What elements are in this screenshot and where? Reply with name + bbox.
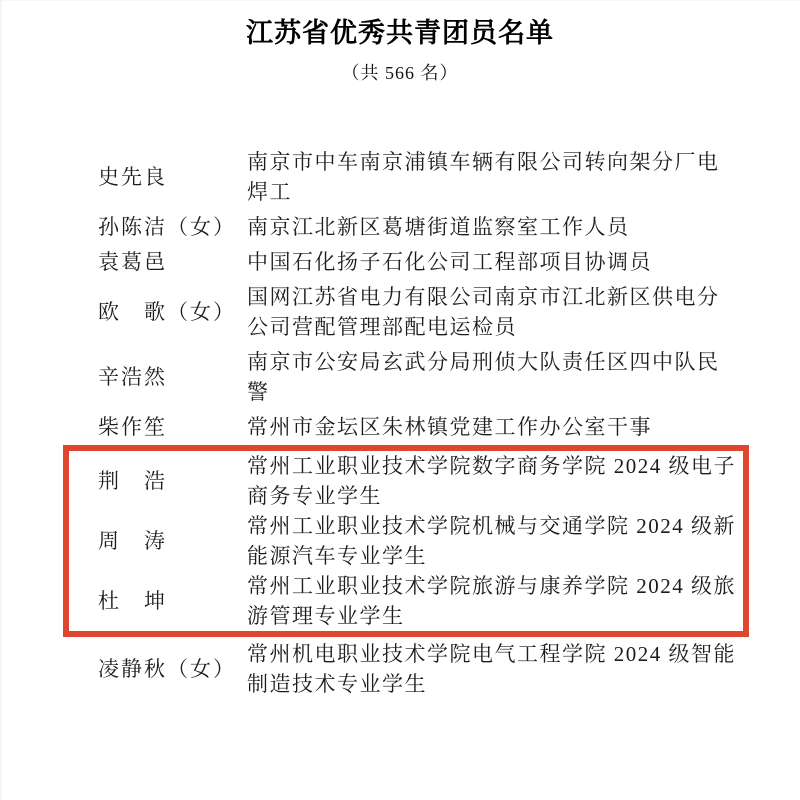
list-entry bbox=[98, 451, 743, 511]
entry-name: 辛浩然 bbox=[98, 365, 167, 389]
entry-description bbox=[247, 639, 736, 699]
entry-name: 柴作笙 bbox=[98, 415, 167, 439]
description-line: 常州工业职业技术学院机械与交通学院 2024 级新 bbox=[247, 514, 736, 538]
description-line: 中国石化扬子石化公司工程部项目协调员 bbox=[247, 250, 652, 274]
entry-description bbox=[247, 247, 733, 277]
entry-list bbox=[98, 147, 800, 699]
description-line: 常州工业职业技术学院数字商务学院 2024 级电子 bbox=[247, 454, 736, 478]
list-entry bbox=[98, 247, 800, 277]
description-line: 商务专业学生 bbox=[247, 484, 382, 508]
description-line: 常州市金坛区朱林镇党建工作办公室干事 bbox=[247, 415, 652, 439]
description-line: 南京江北新区葛塘街道监察室工作人员 bbox=[247, 215, 630, 239]
list-entry bbox=[98, 511, 743, 571]
entry-description bbox=[247, 147, 733, 207]
entry-name: 荆 浩 bbox=[98, 469, 167, 493]
entry-description bbox=[247, 451, 736, 511]
list-entry bbox=[98, 347, 800, 407]
description-line: 公司营配管理部配电运检员 bbox=[247, 315, 517, 339]
list-entry bbox=[98, 412, 800, 442]
description-line: 游管理专业学生 bbox=[247, 604, 405, 628]
description-line: 制造技术专业学生 bbox=[247, 672, 427, 696]
entry-name: 史先良 bbox=[98, 165, 167, 189]
entry-description bbox=[247, 212, 733, 242]
description-line: 能源汽车专业学生 bbox=[247, 544, 427, 568]
entry-name: 孙陈洁（女） bbox=[98, 215, 236, 239]
document-subtitle: （共 566 名） bbox=[341, 63, 459, 83]
description-line: 焊工 bbox=[247, 180, 292, 204]
description-line: 国网江苏省电力有限公司南京市江北新区供电分 bbox=[247, 285, 720, 309]
entry-description bbox=[247, 412, 733, 442]
entry-name: 欧 歌（女） bbox=[98, 300, 236, 324]
highlight-box bbox=[63, 445, 749, 637]
list-entry bbox=[98, 571, 743, 631]
entry-name: 周 涛 bbox=[98, 529, 167, 553]
entry-name: 袁葛邑 bbox=[98, 250, 167, 274]
entry-description bbox=[247, 347, 733, 407]
description-line: 常州工业职业技术学院旅游与康养学院 2024 级旅 bbox=[247, 574, 736, 598]
description-line: 南京市公安局玄武分局刑侦大队责任区四中队民 bbox=[247, 350, 720, 374]
entry-name: 凌静秋（女） bbox=[98, 657, 236, 681]
document-title: 江苏省优秀共青团员名单 bbox=[246, 18, 554, 48]
entry-description bbox=[247, 571, 736, 631]
entry-name: 杜 坤 bbox=[98, 589, 167, 613]
description-line: 警 bbox=[247, 380, 270, 404]
entry-description bbox=[247, 511, 736, 571]
list-entry bbox=[98, 282, 800, 342]
list-entry bbox=[98, 147, 800, 207]
description-line: 南京市中车南京浦镇车辆有限公司转向架分厂电 bbox=[247, 150, 720, 174]
description-line: 常州机电职业技术学院电气工程学院 2024 级智能 bbox=[247, 642, 736, 666]
entry-description bbox=[247, 282, 733, 342]
list-entry bbox=[98, 212, 800, 242]
list-entry bbox=[98, 639, 800, 699]
